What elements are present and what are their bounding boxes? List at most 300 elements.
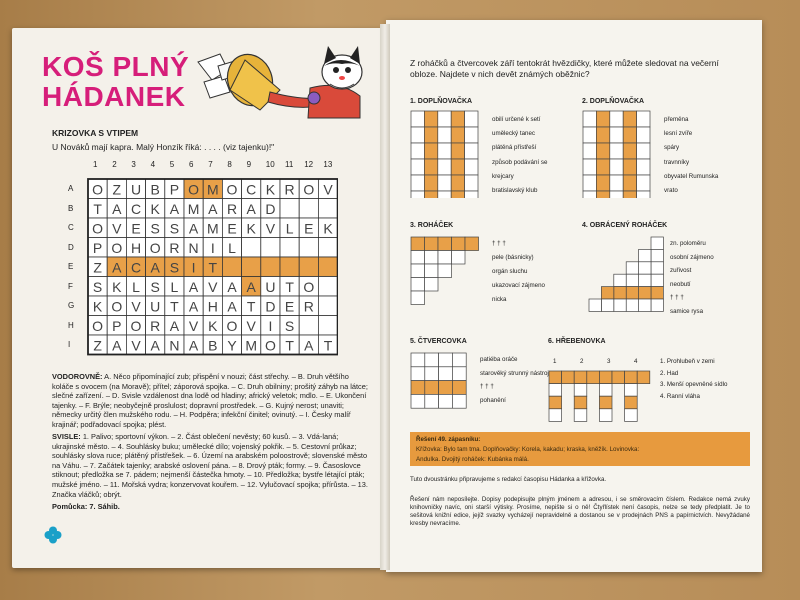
puzzle-6-cell[interactable] [599, 396, 612, 409]
puzzle-6-cell[interactable] [574, 396, 587, 409]
puzzle-2-cell[interactable] [623, 159, 636, 175]
crossword-grid[interactable] [86, 178, 338, 358]
footer-disclaimer: Řešení nám neposílejte. Dopisy podepisujte plným jménem a adresou, i se směrovacím číslem. Redakce nemá zvuky knihovničky navíc, oni starší výtisky. Prosíme, nepište si o ně! Čtyřlístek není časopis, nelze se tedy předplatit. Je to sešitová knižní edice, jejíž svazky vycházejí nepravidelně a dostanou se v prodejnách PNS a papírnictvích. Nevyžádané kresby nevracíme. [410, 496, 750, 527]
puzzle-1-cell[interactable] [451, 111, 464, 127]
crossword-subtitle: U Nováků mají kapra. Malý Honzík říká: . . . . (viz tajenku)!" [52, 142, 275, 152]
grid-letter: A [227, 298, 237, 315]
puzzle-5-cell[interactable] [452, 394, 466, 408]
puzzle-2-cell[interactable] [637, 127, 650, 143]
puzzle-1-cell[interactable] [465, 111, 478, 127]
puzzle-1-cell[interactable] [411, 127, 424, 143]
grid-letter: L [228, 240, 236, 256]
grid-letter: E [284, 298, 295, 315]
grid-letter: T [323, 337, 333, 354]
footer-note: Tuto dvoustránku připravujeme s redakcí časopisu Hádanka a křížovka. [410, 476, 607, 483]
row-letter: A [68, 184, 74, 193]
puzzle-5-clue: † † † [480, 383, 494, 390]
grid-letter: S [150, 220, 160, 237]
puzzle-4-cell[interactable] [626, 274, 638, 286]
grid-letter: S [284, 318, 295, 334]
row-letter: E [68, 262, 74, 271]
grid-letter: Z [93, 259, 102, 276]
grid-letter: A [188, 337, 199, 354]
puzzle-6-number: 3 [607, 358, 611, 365]
puzzle-6-number: 2 [580, 358, 584, 365]
column-number: 9 [246, 160, 252, 169]
grid-letter: O [92, 220, 104, 237]
puzzle-2-cell[interactable] [637, 191, 650, 198]
puzzle-6-title: 6. HŘEBENOVKA [548, 338, 606, 345]
puzzle-4-cell[interactable] [639, 299, 651, 311]
puzzle-2-cell[interactable] [623, 111, 636, 127]
grid-cell[interactable] [261, 238, 280, 258]
puzzle-5-cell[interactable] [411, 353, 425, 367]
grid-letter: V [323, 181, 333, 198]
grid-letter: L [132, 279, 140, 295]
puzzle-2-cell[interactable] [610, 143, 623, 159]
puzzle-5-cell[interactable] [411, 394, 425, 408]
puzzle-6-cell[interactable] [625, 371, 638, 384]
puzzle-2-cell[interactable] [610, 175, 623, 191]
puzzle-1-cell[interactable] [411, 175, 424, 191]
puzzle-6-cell[interactable] [637, 371, 650, 384]
puzzle-1-cell[interactable] [411, 191, 424, 198]
puzzle-4-cell[interactable] [614, 274, 626, 286]
grid-letter: H [207, 298, 218, 315]
puzzle-5-cell[interactable] [425, 394, 439, 408]
puzzle-6-clue: 4. Ranní vláha [660, 392, 700, 400]
puzzle-6-cell[interactable] [549, 409, 562, 422]
row-letter: G [68, 301, 75, 310]
grid-cell[interactable] [318, 257, 337, 277]
grid-letter: E [227, 220, 237, 237]
puzzle-5-cell[interactable] [411, 367, 425, 381]
grid-cell[interactable] [299, 199, 318, 219]
puzzle-2-cell[interactable] [596, 127, 609, 143]
puzzle-3-cell[interactable] [411, 251, 425, 265]
puzzle-2-cell[interactable] [596, 111, 609, 127]
column-number: 3 [131, 160, 136, 169]
puzzle-2-clue: lesní zvíře [664, 130, 693, 138]
grid-letter: E [131, 220, 141, 237]
grid-letter: I [191, 259, 196, 276]
puzzle-1-cell[interactable] [438, 111, 451, 127]
puzzle-1-cell[interactable] [424, 143, 437, 159]
grid-letter: A [169, 318, 180, 334]
puzzle-6-number: 1 [553, 358, 557, 365]
puzzle-6-cell[interactable] [599, 371, 612, 384]
puzzle-6-clue: 3. Menší opevněné sídlo [660, 381, 728, 388]
puzzle-1-cell[interactable] [438, 175, 451, 191]
solution-line-2: Křížovka: Bylo tam tma. Doplňovačky: Korela, kakadu; kraska, kněžík. Lovinovka: [416, 446, 640, 453]
puzzle-2-clue: spáry [664, 144, 680, 152]
grid-letter: A [188, 220, 199, 237]
puzzle-3-cell[interactable] [425, 237, 439, 251]
puzzle-1-cell[interactable] [438, 143, 451, 159]
grid-cell[interactable] [318, 238, 337, 258]
puzzle-4-cell[interactable] [626, 287, 638, 299]
puzzle-1-cell[interactable] [465, 127, 478, 143]
puzzle-1-cell[interactable] [451, 143, 464, 159]
grid-cell[interactable] [318, 296, 337, 316]
puzzle-3-cell[interactable] [438, 237, 452, 251]
puzzle-6-cell[interactable] [599, 384, 612, 397]
puzzle-2-cell[interactable] [623, 175, 636, 191]
puzzle-3-cell[interactable] [452, 251, 466, 265]
puzzle-1-cell[interactable] [424, 191, 437, 198]
column-number: 7 [208, 160, 213, 169]
puzzle-2-cell[interactable] [596, 143, 609, 159]
puzzle-6-number: 4 [634, 358, 638, 365]
puzzle-4-clue: samice rysa [670, 307, 704, 315]
grid-letter: R [169, 240, 180, 256]
grid-letter: V [208, 279, 218, 295]
puzzle-3-cell[interactable] [425, 264, 439, 278]
grid-cell[interactable] [318, 277, 337, 297]
crossword-heading: KRIZOVKA S VTIPEM [52, 128, 139, 138]
grid-letter: O [92, 318, 104, 334]
grid-letter: A [208, 201, 218, 217]
puzzle-2-cell[interactable] [583, 175, 596, 191]
puzzle-4-cell[interactable] [639, 274, 651, 286]
puzzle-4-cell[interactable] [614, 287, 626, 299]
puzzle-5-cell[interactable] [411, 381, 425, 395]
title-line-2: HÁDANEK [42, 81, 186, 112]
puzzle-4-cell[interactable] [651, 274, 663, 286]
grid-letter: R [284, 181, 295, 198]
puzzle-4-cell[interactable] [601, 287, 613, 299]
puzzle-1-cell[interactable] [451, 191, 464, 198]
puzzle-2-cell[interactable] [623, 143, 636, 159]
grid-letter: S [169, 220, 180, 237]
grid-letter: T [170, 298, 179, 315]
puzzle-2-cell[interactable] [583, 143, 596, 159]
puzzle-2-cell[interactable] [610, 191, 623, 198]
puzzle-5-grid[interactable] [410, 352, 468, 410]
grid-letter: H [130, 240, 142, 256]
puzzle-5-title: 5. ČTVERCOVKA [410, 338, 467, 345]
page-title [42, 52, 189, 112]
puzzle-4-cell[interactable] [601, 299, 613, 311]
grid-letter: A [150, 259, 160, 276]
puzzle-4-cell[interactable] [639, 262, 651, 274]
puzzle-3-cell[interactable] [438, 264, 452, 278]
puzzle-1-cell[interactable] [424, 175, 437, 191]
grid-letter: D [265, 201, 276, 217]
puzzle-1-cell[interactable] [465, 191, 478, 198]
grid-letter: A [188, 298, 199, 315]
grid-letter: A [112, 259, 122, 276]
puzzle-3-cell[interactable] [411, 264, 425, 278]
puzzle-1-clue: plátěná přístřeší [492, 144, 537, 152]
across-label: VODOROVNĚ: [52, 372, 103, 381]
puzzle-1-cell[interactable] [465, 159, 478, 175]
column-number: 2 [112, 160, 117, 169]
grid-letter: Y [227, 337, 237, 354]
row-letter: C [68, 223, 74, 232]
clues-down [52, 432, 370, 499]
grid-letter: U [265, 279, 276, 295]
hint: Pomůcka: 7. Sáhib. [52, 502, 120, 511]
grid-letter: K [246, 220, 256, 237]
puzzle-6-cell[interactable] [625, 384, 638, 397]
column-number: 13 [323, 160, 333, 169]
grid-letter: V [246, 318, 256, 334]
title-line-1: KOŠ PLNÝ [42, 51, 190, 82]
grid-letter: O [303, 279, 315, 295]
column-number: 8 [227, 160, 232, 169]
puzzle-2-cell[interactable] [596, 175, 609, 191]
grid-cell[interactable] [280, 238, 299, 258]
puzzle-4-cell[interactable] [651, 299, 663, 311]
grid-letter: K [208, 318, 218, 334]
grid-letter: M [245, 337, 258, 354]
puzzle-3-cell[interactable] [438, 251, 452, 265]
puzzle-6-cell[interactable] [549, 384, 562, 397]
grid-cell[interactable] [242, 257, 261, 277]
grid-letter: U [150, 298, 161, 315]
puzzle-5-cell[interactable] [452, 367, 466, 381]
grid-letter: O [92, 181, 104, 198]
puzzle-3-grid[interactable] [410, 236, 482, 308]
puzzle-5-clue: pohanění [480, 396, 506, 404]
grid-letter: K [112, 279, 122, 295]
puzzle-1-clue: bratislavský klub [492, 187, 538, 194]
row-letter: B [68, 203, 74, 213]
puzzle-2-cell[interactable] [610, 111, 623, 127]
puzzle-6-cell[interactable] [549, 396, 562, 409]
grid-letter: C [130, 259, 142, 276]
puzzle-5-cell[interactable] [439, 367, 453, 381]
puzzle-6-cell[interactable] [549, 371, 562, 384]
puzzle-2-cell[interactable] [596, 159, 609, 175]
puzzle-3-cell[interactable] [425, 278, 439, 292]
puzzle-4-cell[interactable] [651, 237, 663, 249]
puzzle-6-cell[interactable] [574, 384, 587, 397]
puzzle-1-cell[interactable] [438, 159, 451, 175]
puzzle-1-cell[interactable] [424, 159, 437, 175]
grid-letter: A [112, 201, 122, 217]
puzzle-6-cell[interactable] [625, 409, 638, 422]
puzzle-1-cell[interactable] [424, 111, 437, 127]
puzzle-3-clue: pele (básnicky) [492, 254, 534, 261]
grid-cell[interactable] [261, 257, 280, 277]
grid-letter: M [206, 181, 219, 198]
grid-letter: A [169, 201, 180, 217]
puzzle-4-cell[interactable] [589, 299, 601, 311]
puzzle-3-title: 3. ROHÁČEK [410, 222, 454, 229]
grid-letter: A [304, 337, 314, 354]
grid-letter: V [112, 220, 122, 237]
row-letter: F [68, 281, 73, 291]
puzzle-2-grid[interactable] [582, 110, 654, 198]
grid-letter: A [188, 279, 199, 295]
grid-letter: K [92, 298, 103, 315]
puzzle-4-cell[interactable] [639, 287, 651, 299]
puzzle-1-cell[interactable] [465, 143, 478, 159]
puzzle-2-cell[interactable] [583, 159, 596, 175]
puzzle-5-cell[interactable] [452, 353, 466, 367]
grid-cell[interactable] [318, 199, 337, 219]
puzzle-1-grid[interactable] [410, 110, 482, 198]
grid-letter: O [111, 298, 123, 315]
puzzle-5-cell[interactable] [425, 367, 439, 381]
puzzle-6-cell[interactable] [574, 409, 587, 422]
grid-cell[interactable] [299, 316, 318, 336]
puzzle-4-cell[interactable] [626, 262, 638, 274]
puzzle-6-cell[interactable] [625, 396, 638, 409]
grid-letter: T [208, 259, 218, 276]
puzzle-2-cell[interactable] [583, 191, 596, 198]
grid-letter: C [130, 201, 142, 217]
puzzle-1-cell[interactable] [465, 175, 478, 191]
grid-letter: O [226, 181, 238, 198]
puzzle-2-cell[interactable] [596, 191, 609, 198]
puzzle-1-cell[interactable] [438, 191, 451, 198]
grid-letter: O [226, 318, 238, 334]
column-numbers [88, 160, 336, 172]
magazine-spine [380, 24, 390, 570]
grid-letter: O [149, 240, 161, 256]
puzzle-4-clue: zuřivost [670, 267, 692, 274]
grid-letter: M [206, 220, 219, 237]
puzzle-2-cell[interactable] [583, 127, 596, 143]
grid-letter: O [303, 181, 315, 198]
puzzle-5-cell[interactable] [425, 381, 439, 395]
column-number: 10 [265, 160, 275, 169]
grid-letter: T [285, 337, 294, 354]
puzzle-2-cell[interactable] [637, 175, 650, 191]
column-number: 4 [150, 160, 156, 169]
grid-cell[interactable] [222, 257, 241, 277]
grid-letter: V [265, 220, 276, 237]
puzzle-5-clue: starověký strunný nástroj [480, 369, 549, 377]
grid-letter: O [111, 240, 123, 256]
grid-letter: O [130, 318, 142, 334]
grid-letter: K [265, 181, 276, 198]
cat-cartoon-illustration [190, 40, 380, 120]
solution-box [410, 432, 750, 466]
puzzle-6-cell[interactable] [599, 409, 612, 422]
grid-letter: T [93, 201, 102, 217]
puzzle-1-cell[interactable] [411, 159, 424, 175]
puzzle-2-cell[interactable] [610, 127, 623, 143]
grid-cell[interactable] [280, 199, 299, 219]
puzzle-1-cell[interactable] [411, 111, 424, 127]
grid-letter: A [112, 337, 122, 354]
puzzle-4-clue: † † † [670, 294, 684, 301]
grid-letter: K [150, 201, 160, 217]
puzzle-1-cell[interactable] [411, 143, 424, 159]
puzzle-5-cell[interactable] [439, 394, 453, 408]
puzzle-3-clue: orgán sluchu [492, 268, 528, 275]
grid-letter: S [150, 279, 160, 295]
puzzle-4-clue: neobutí [670, 280, 691, 288]
puzzle-2-cell[interactable] [583, 111, 596, 127]
grid-cell[interactable] [318, 316, 337, 336]
puzzle-4-cell[interactable] [651, 262, 663, 274]
puzzle-3-cell[interactable] [411, 278, 425, 292]
grid-cell[interactable] [242, 238, 261, 258]
puzzle-2-cell[interactable] [623, 191, 636, 198]
grid-letter: V [131, 298, 141, 315]
puzzle-3-cell[interactable] [465, 237, 479, 251]
puzzle-4-cell[interactable] [651, 287, 663, 299]
grid-letter: C [246, 181, 257, 198]
across-text: A. Něco připomínající zub; přispění v nouzi; část střechy. – B. Druh většího koláče s ovocem (na Moravě); přítel; záporová spojka. – C. Druh obilniny; prošitý záhyb na látce; slečné zařízení. – D. Svisle vzdálenost dna lodě od hladiny; africký veletok; mdlo. – E. Ukončení tajenky. – F. Brýle; neobyčejně proslulost; dopravní prostředek. – G. Kujný nerost; unaviti; německy určitý člen mužského rodu. – H. Podpěra; infekční činitel; ovinutý. – I. Česky malíř krajinář; podřadovací spojka; plést. [52, 372, 368, 429]
puzzle-1-cell[interactable] [451, 175, 464, 191]
puzzle-3-cell[interactable] [411, 291, 425, 305]
puzzle-4-clue: zn. poloměru [670, 240, 706, 247]
puzzle-6-cell[interactable] [587, 371, 600, 384]
puzzle-3-cell[interactable] [452, 237, 466, 251]
puzzle-3-cell[interactable] [411, 237, 425, 251]
puzzle-2-cell[interactable] [610, 159, 623, 175]
grid-letter: I [268, 318, 273, 334]
grid-letter: D [265, 298, 276, 315]
puzzle-5-cell[interactable] [439, 381, 453, 395]
grid-letter: I [210, 240, 215, 256]
row-letter: I [68, 340, 71, 349]
puzzle-6-cell[interactable] [612, 371, 625, 384]
puzzle-2-cell[interactable] [637, 143, 650, 159]
puzzle-1-clue: obilí určené k setí [492, 116, 541, 123]
puzzle-4-grid[interactable] [588, 236, 664, 324]
puzzle-1-title: 1. DOPLŇOVAČKA [410, 98, 473, 105]
grid-letter: A [227, 279, 237, 295]
puzzle-6-grid[interactable] [548, 370, 652, 422]
puzzle-2-cell[interactable] [637, 159, 650, 175]
grid-letter: Z [112, 181, 122, 198]
grid-letter: O [264, 337, 276, 354]
puzzle-1-clue: způsob podávání se [492, 158, 548, 166]
puzzle-4-cell[interactable] [639, 249, 651, 261]
column-number: 6 [189, 160, 194, 169]
puzzle-2-cell[interactable] [623, 127, 636, 143]
puzzle-2-clue: travnníky [664, 158, 690, 166]
grid-cell[interactable] [280, 257, 299, 277]
grid-letter: N [188, 240, 199, 256]
puzzle-4-cell[interactable] [651, 249, 663, 261]
grid-cell[interactable] [299, 257, 318, 277]
puzzle-1-cell[interactable] [451, 159, 464, 175]
grid-letter: K [323, 220, 333, 237]
puzzle-4-cell[interactable] [626, 299, 638, 311]
column-number: 12 [304, 160, 314, 169]
puzzle-4-cell[interactable] [614, 299, 626, 311]
puzzle-5-cell[interactable] [425, 353, 439, 367]
puzzle-6-cell[interactable] [574, 371, 587, 384]
puzzle-5-cell[interactable] [439, 353, 453, 367]
puzzle-4-clue: osobní zájmeno [670, 253, 714, 261]
puzzle-2-cell[interactable] [637, 111, 650, 127]
puzzle-5-cell[interactable] [452, 381, 466, 395]
puzzle-6-cell[interactable] [562, 371, 575, 384]
down-text: 1. Palivo; sportovní výkon. – 2. Část oblečení nevěsty; 60 kusů. – 3. Vdá-laná; ukrajinské město. – 4. Souhlásky buku; umělecké dílo; vojenský pokřik. – 5. Cestovní průkaz; souhlásky slova ruce; plátěný přístřešek. – 6. Území na arabském poloostrově; slovenské město na Váhu. – 7. Začátek tajenky; arabské oslovení pána. – 8. Drový pták; formy. – 9. Časoslovce stiknout; předložka se 7. pádem; nejmenší částečka hmoty. – 10. Předložka; bystře létající pták; mužské jméno. – 11. Mořská vydra; konzervovat kouřem. – 12. Vylučovací spojka; přírůsta. – 13. Značka vláčků; obrýt. [52, 432, 368, 499]
column-number: 5 [169, 160, 175, 169]
solution-line-1: Řešení 49. zápasníku: [416, 436, 481, 443]
grid-cell[interactable] [299, 238, 318, 258]
puzzle-1-clue: krejcary [492, 172, 514, 180]
puzzle-1-cell[interactable] [451, 127, 464, 143]
puzzle-1-cell[interactable] [438, 127, 451, 143]
grid-letter: N [169, 337, 180, 354]
grid-letter: S [92, 279, 103, 295]
grid-letter: A [150, 337, 160, 354]
puzzle-3-cell[interactable] [425, 251, 439, 265]
grid-letter: E [304, 220, 314, 237]
puzzle-1-cell[interactable] [424, 127, 437, 143]
